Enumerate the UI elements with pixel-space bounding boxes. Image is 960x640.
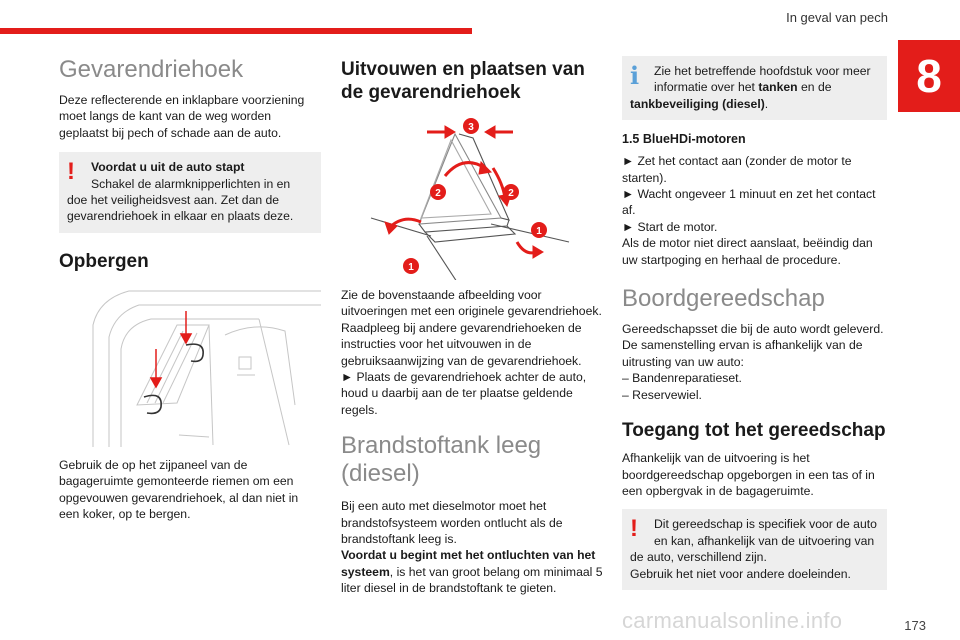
warning-exclamation-icon: ! (67, 158, 75, 186)
warning-exclamation-icon: ! (630, 515, 638, 543)
intro-paragraph: Deze reflecterende en inklapbare voorziening moet langs de kant van de weg worden geplaatst bij pech of schade aan de auto. (59, 93, 305, 140)
info-bold-tanken: tanken (758, 80, 798, 95)
info-line-2 (630, 79, 879, 95)
tools-paragraph: Gereedschapsset die bij de auto wordt geleverd. De samenstelling ervan is afhankelijk van de uitrusting van uw auto: (622, 322, 884, 369)
info-line-1: Zie het betreffende hoofdstuk voor meer (654, 64, 871, 78)
tools-item-1: – Bandenreparatieset. (622, 371, 742, 386)
tools-item-2: – Reservewiel. (622, 387, 702, 402)
column-1 (59, 50, 321, 522)
heading-opbergen: Opbergen (59, 250, 149, 272)
info-text-mid: en de (797, 80, 832, 95)
heading-brandstoftank: Brandstoftank leeg (diesel) (341, 432, 542, 488)
step-3: ► Start de motor. (622, 219, 718, 234)
watermark: carmanualsonline.info (622, 608, 843, 633)
triangle-paragraph-1: Zie de bovenstaande afbeelding voor uitvoeringen met een originele gevarendriehoek. (341, 288, 602, 319)
step-2: ► Wacht ongeveer 1 minuut en zet het contact af. (622, 187, 876, 218)
fuel-paragraph: Bij een auto met dieselmotor moet het brandstofsysteem worden ontlucht als de brandstoftank leeg is. (341, 499, 563, 547)
warning-triangle-illustration (341, 110, 603, 280)
tools-warning-line-4: Gebruik het niet voor andere doeleinden. (630, 566, 851, 581)
info-text-end: . (764, 96, 769, 111)
heading-uitvouwen: Uitvouwen en plaatsen van de gevarendriehoek (341, 59, 585, 103)
fuel-instruction (341, 547, 603, 596)
heading-bluehdi: 1.5 BlueHDi-motoren (622, 132, 746, 147)
step-1: ► Zet het contact aan (zonder de motor te starten). (622, 154, 852, 185)
callout-1-right: 1 (536, 226, 542, 237)
warning-box (59, 152, 321, 233)
fuel-instruction-rest: , is het van groot belang om minimaal 5 liter diesel in de brandstoftank te gieten. (341, 564, 603, 596)
warning-text: doe het veiligheidsvest aan. Zet dan de gevarendriehoek in elkaar en plaats deze. (67, 193, 294, 224)
heading-boordgereedschap: Boordgereedschap (622, 285, 825, 313)
tools-warning-line-2: en kan, afhankelijk van de uitvoering van (654, 533, 875, 548)
column-2 (341, 50, 603, 597)
warning-line: Schakel de alarmknipperlichten in en (91, 176, 291, 191)
chapter-number-tab: 8 (898, 40, 960, 112)
section-title: In geval van pech (786, 10, 888, 25)
trunk-storage-illustration (59, 285, 321, 449)
triangle-paragraph-3: ► Plaats de gevarendriehoek achter de auto, houd u daarbij aan de ter plaatse geldende regels. (341, 370, 587, 417)
triangle-paragraph-2: Raadpleeg bij andere gevarendriehoeken de instructies voor het uitvouwen in de gebruiksaanwijzing van de gevarendriehoek. (341, 320, 582, 368)
heading-toegang: Toegang tot het gereedschap (622, 420, 886, 442)
info-text: informatie over het (654, 80, 759, 95)
info-icon: i (630, 61, 640, 90)
warning-title: Voordat u uit de auto stapt (91, 160, 245, 175)
heading-gevarendriehoek: Gevarendriehoek (59, 56, 244, 83)
fuel-instruction-bold: Voordat u begint met het ontluchten van het systeem (341, 548, 596, 579)
callout-1-left: 1 (408, 262, 414, 273)
callout-2-left: 2 (435, 188, 441, 199)
header-accent-bar (0, 28, 472, 34)
column-3 (622, 50, 887, 590)
storage-paragraph: Gebruik de op het zijpaneel van de bagageruimte gemonteerde riemen om een opgevouwen gevarendriehoek, al dan niet in een koker, op te bergen. (59, 457, 299, 522)
tools-warning-line-3: de auto, verschillend zijn. (630, 550, 767, 565)
info-bold-tankbeveiliging: tankbeveiliging (diesel) (630, 96, 765, 111)
info-box (622, 56, 887, 120)
callout-3: 3 (468, 122, 474, 133)
page-number: 173 (904, 618, 926, 633)
callout-2-right: 2 (508, 188, 514, 199)
info-line-3 (630, 96, 879, 112)
tools-warning-box (622, 509, 887, 590)
tools-warning-line-1: Dit gereedschap is specifiek voor de auto (654, 517, 877, 532)
step-4: Als de motor niet direct aanslaat, beëindig dan uw startpoging en herhaal de procedure. (622, 236, 873, 267)
access-paragraph: Afhankelijk van de uitvoering is het boordgereedschap opgeborgen in een tas of in een opbergvak in de bagageruimte. (622, 451, 875, 498)
